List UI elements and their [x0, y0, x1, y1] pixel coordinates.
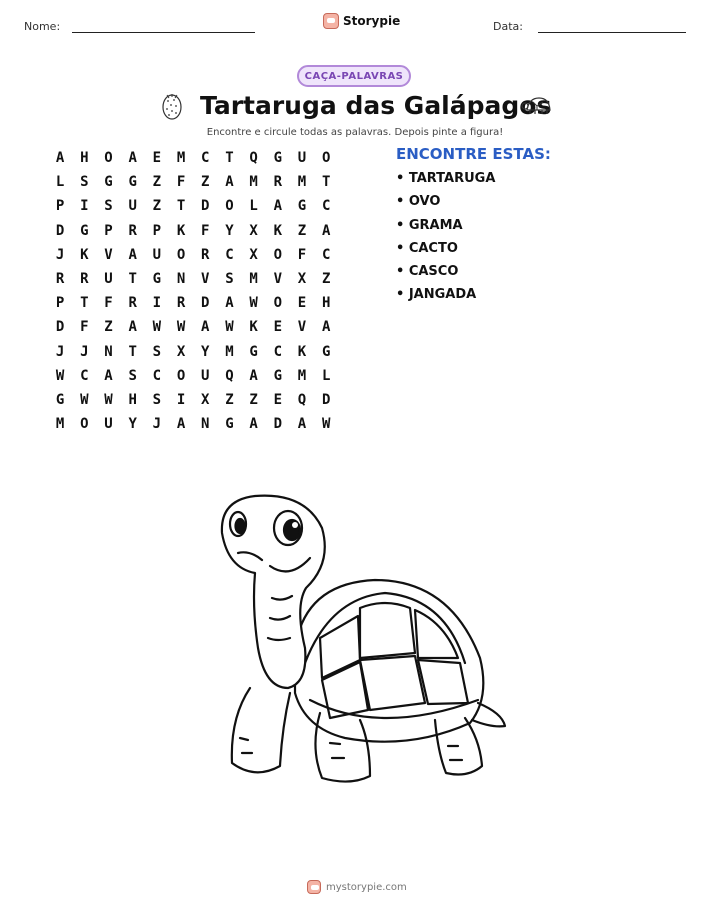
grid-cell[interactable]: Z [249, 391, 258, 408]
grid-cell[interactable]: O [176, 367, 186, 384]
grid-cell[interactable]: G [55, 391, 65, 408]
grid-cell[interactable]: R [55, 271, 65, 288]
grid-cell[interactable]: Z [297, 222, 307, 239]
grid-cell[interactable]: H [128, 391, 137, 408]
grid-cell[interactable]: C [225, 246, 234, 263]
grid-cell[interactable]: E [297, 295, 307, 312]
grid-cell[interactable]: A [225, 295, 234, 312]
grid-cell[interactable]: C [201, 150, 210, 167]
grid-cell[interactable]: V [297, 319, 307, 336]
grid-cell[interactable]: N [104, 343, 113, 360]
grid-cell[interactable]: L [321, 367, 331, 384]
grid-cell[interactable]: R [80, 271, 89, 288]
grid-cell[interactable]: O [273, 246, 282, 263]
grid-cell[interactable]: W [152, 319, 162, 336]
grid-cell[interactable]: K [297, 343, 307, 360]
grid-cell[interactable]: R [273, 174, 282, 191]
grid-cell[interactable]: L [55, 174, 65, 191]
grid-cell[interactable]: J [152, 416, 162, 433]
grid-cell[interactable]: C [321, 198, 331, 215]
word-item: • CACTO [396, 240, 458, 256]
grid-cell[interactable]: K [176, 222, 186, 239]
name-line[interactable] [72, 32, 255, 33]
grid-cell[interactable]: P [55, 198, 65, 215]
grid-cell[interactable]: R [128, 222, 137, 239]
grid-cell[interactable]: V [104, 246, 113, 263]
grid-cell[interactable]: D [201, 198, 210, 215]
grid-cell[interactable]: D [321, 391, 331, 408]
grid-cell[interactable]: H [80, 150, 89, 167]
grid-cell[interactable]: U [104, 271, 113, 288]
grid-cell[interactable]: U [104, 416, 113, 433]
grid-cell[interactable]: A [104, 367, 113, 384]
grid-cell[interactable]: Z [201, 174, 210, 191]
grid-cell[interactable]: L [249, 198, 258, 215]
grid-cell[interactable]: G [249, 343, 258, 360]
grid-cell[interactable]: Q [297, 391, 307, 408]
grid-cell[interactable]: O [273, 295, 282, 312]
grid-cell[interactable]: I [152, 295, 162, 312]
footer-url[interactable]: mystorypie.com [326, 881, 407, 893]
word-item: • CASCO [396, 264, 459, 280]
grid-cell[interactable]: J [55, 246, 65, 263]
grid-cell[interactable]: X [201, 391, 210, 408]
grid-cell[interactable]: O [104, 150, 113, 167]
grid-cell[interactable]: Q [225, 367, 234, 384]
grid-cell[interactable]: A [249, 367, 258, 384]
grid-cell[interactable]: V [273, 271, 282, 288]
grid-cell[interactable]: U [152, 246, 162, 263]
grid-cell[interactable]: X [249, 222, 258, 239]
grid-cell[interactable]: A [273, 198, 282, 215]
grid-cell[interactable]: O [321, 150, 331, 167]
activity-badge: CAÇA-PALAVRAS [297, 65, 411, 87]
grid-cell[interactable]: U [201, 367, 210, 384]
grid-cell[interactable]: G [297, 198, 307, 215]
grid-cell[interactable]: W [176, 319, 186, 336]
grid-cell[interactable]: M [225, 343, 234, 360]
grid-cell[interactable]: O [80, 416, 89, 433]
grid-cell[interactable]: D [273, 416, 282, 433]
grid-cell[interactable]: A [55, 150, 65, 167]
grid-cell[interactable]: G [321, 343, 331, 360]
grid-cell[interactable]: Z [225, 391, 234, 408]
grid-cell[interactable]: W [104, 391, 113, 408]
grid-cell[interactable]: K [249, 319, 258, 336]
grid-cell[interactable]: W [249, 295, 258, 312]
word-list [396, 171, 495, 311]
grid-cell[interactable]: Y [128, 416, 137, 433]
grid-cell[interactable]: Z [104, 319, 113, 336]
grid-cell[interactable]: X [297, 271, 307, 288]
grid-cell[interactable]: W [80, 391, 89, 408]
grid-cell[interactable]: A [128, 150, 137, 167]
grid-cell[interactable]: Z [152, 198, 162, 215]
word-search-grid[interactable] [48, 146, 338, 436]
grid-cell[interactable]: S [225, 271, 234, 288]
grid-cell[interactable]: O [225, 198, 234, 215]
grid-cell[interactable]: D [55, 222, 65, 239]
grid-cell[interactable]: D [201, 295, 210, 312]
brand-logo [323, 13, 400, 29]
grid-cell[interactable]: Q [249, 150, 258, 167]
grid-cell[interactable]: H [321, 295, 331, 312]
grid-cell[interactable]: G [273, 367, 282, 384]
grid-cell[interactable]: R [201, 246, 210, 263]
grid-cell[interactable]: F [176, 174, 186, 191]
grid-cell[interactable]: J [80, 343, 89, 360]
grid-cell[interactable]: X [176, 343, 186, 360]
grid-cell[interactable]: P [104, 222, 113, 239]
date-line[interactable] [538, 32, 686, 33]
grid-cell[interactable]: F [297, 246, 307, 263]
turtle-icon [521, 94, 553, 118]
grid-cell[interactable]: A [128, 319, 137, 336]
grid-cell[interactable]: I [176, 391, 186, 408]
grid-cell[interactable]: S [152, 343, 162, 360]
footer [307, 880, 407, 894]
grid-cell[interactable]: A [225, 174, 234, 191]
grid-cell[interactable]: M [297, 367, 307, 384]
grid-cell[interactable]: S [152, 391, 162, 408]
grid-cell[interactable]: V [201, 271, 210, 288]
grid-cell[interactable]: M [176, 150, 186, 167]
word-item: • TARTARUGA [396, 171, 496, 186]
grid-cell[interactable]: T [128, 271, 137, 288]
grid-cell[interactable]: P [152, 222, 162, 239]
grid-cell[interactable]: N [176, 271, 186, 288]
grid-cell[interactable]: Y [201, 343, 210, 360]
page-title: Tartaruga das Galápagos [200, 91, 552, 120]
grid-cell[interactable]: W [55, 367, 65, 384]
grid-cell[interactable]: T [321, 174, 331, 191]
grid-cell[interactable]: A [297, 416, 307, 433]
storypie-logo-icon [307, 880, 321, 894]
instructions: Encontre e circule todas as palavras. Depois pinte a figura! [206, 127, 504, 138]
grid-cell[interactable]: T [176, 198, 186, 215]
brand-name: Storypie [343, 14, 401, 28]
grid-cell[interactable]: Y [225, 222, 234, 239]
grid-cell[interactable]: T [225, 150, 234, 167]
date-label: Data: [493, 20, 523, 33]
grid-cell[interactable]: U [128, 198, 137, 215]
grid-cell[interactable]: F [80, 319, 89, 336]
grid-cell[interactable]: G [273, 150, 282, 167]
turtle-illustration[interactable] [210, 488, 510, 788]
grid-cell[interactable]: C [80, 367, 89, 384]
grid-cell[interactable]: G [225, 416, 234, 433]
grid-cell[interactable]: N [201, 416, 210, 433]
grid-cell[interactable]: S [128, 367, 137, 384]
cactus-icon [159, 91, 185, 121]
grid-cell[interactable]: K [273, 222, 282, 239]
grid-cell[interactable]: S [104, 198, 113, 215]
grid-cell[interactable]: G [152, 271, 162, 288]
word-item: • GRAMA [396, 217, 463, 233]
grid-cell[interactable]: E [152, 150, 162, 167]
grid-cell[interactable]: U [297, 150, 307, 167]
grid-cell[interactable]: E [273, 319, 282, 336]
grid-cell[interactable]: A [249, 416, 258, 433]
grid-cell[interactable]: M [249, 271, 258, 288]
word-item: • OVO [396, 194, 441, 210]
grid-cell[interactable]: D [55, 319, 65, 336]
grid-cell[interactable]: W [225, 319, 234, 336]
grid-cell[interactable]: G [80, 222, 89, 239]
grid-cell[interactable]: F [201, 222, 210, 239]
word-list-title: ENCONTRE ESTAS: [396, 145, 551, 163]
grid-cell[interactable]: C [273, 343, 282, 360]
grid-cell[interactable]: F [104, 295, 113, 312]
grid-cell[interactable]: M [249, 174, 258, 191]
grid-cell[interactable]: R [128, 295, 137, 312]
grid-cell[interactable]: X [249, 246, 258, 263]
grid-cell[interactable]: A [321, 222, 331, 239]
grid-cell[interactable]: M [55, 416, 65, 433]
storypie-logo-icon [323, 13, 339, 29]
name-label: Nome: [24, 20, 61, 33]
grid-cell[interactable]: C [152, 367, 162, 384]
grid-cell[interactable]: A [176, 416, 186, 433]
grid-cell[interactable]: Z [321, 271, 331, 288]
grid-cell[interactable]: I [80, 198, 89, 215]
grid-cell[interactable]: E [273, 391, 282, 408]
grid-cell[interactable]: S [80, 174, 89, 191]
grid-cell[interactable]: M [297, 174, 307, 191]
grid-cell[interactable]: T [128, 343, 137, 360]
word-item: • JANGADA [396, 287, 477, 303]
grid-cell[interactable]: P [55, 295, 65, 312]
grid-cell[interactable]: W [321, 416, 331, 433]
grid-cell[interactable]: A [321, 319, 331, 336]
grid-cell[interactable]: Z [152, 174, 162, 191]
grid-cell[interactable]: G [104, 174, 113, 191]
grid-cell[interactable]: R [176, 295, 186, 312]
grid-cell[interactable]: A [201, 319, 210, 336]
grid-cell[interactable]: J [55, 343, 65, 360]
grid-cell[interactable]: O [176, 246, 186, 263]
grid-cell[interactable]: A [128, 246, 137, 263]
grid-cell[interactable]: G [128, 174, 137, 191]
grid-cell[interactable]: C [321, 246, 331, 263]
grid-cell[interactable]: T [80, 295, 89, 312]
grid-cell[interactable]: K [80, 246, 89, 263]
